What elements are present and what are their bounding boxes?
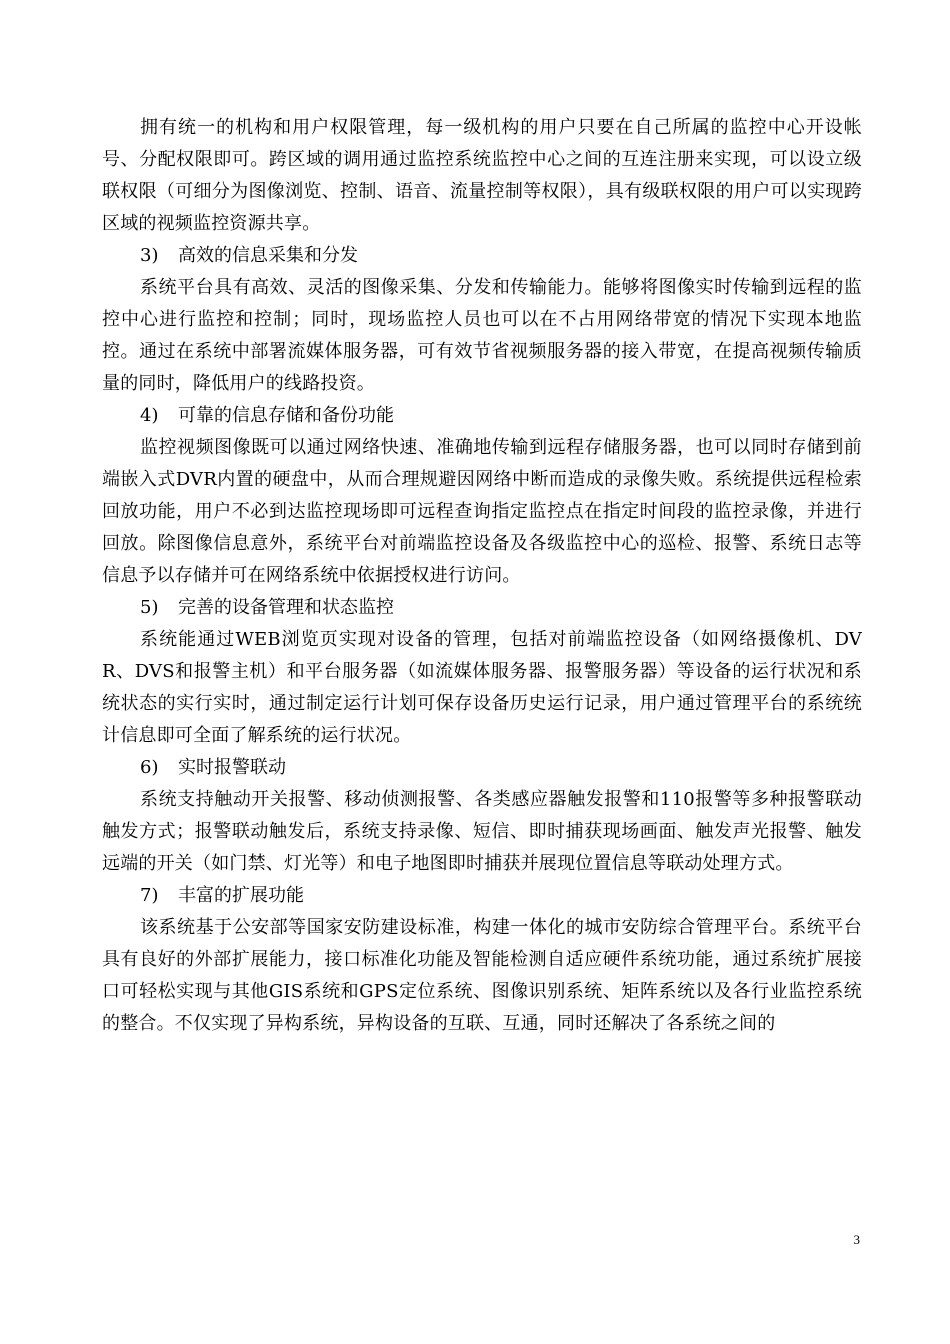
heading-4-number: 4) xyxy=(140,405,159,426)
heading-6-text: 实时报警联动 xyxy=(178,757,286,778)
heading-5 xyxy=(102,592,862,624)
paragraph-device-management: 系统能通过WEB浏览页实现对设备的管理，包括对前端监控设备（如网络摄像机、DVR、DVS和报警主机）和平台服务器（如流媒体服务器、报警服务器）等设备的运行状况和系统状态的实行实时，通过制定运行计划可保存设备历史运行记录，用户通过管理平台的系统统计信息即可全面了解系统的运行状况。 xyxy=(102,629,862,746)
paragraph-alarm: 系统支持触动开关报警、移动侦测报警、各类感应器触发报警和110报警等多种报警联动触发方式；报警联动触发后，系统支持录像、短信、即时捕获现场画面、触发声光报警、触发远端的开关（如门禁、灯光等）和电子地图即时捕获并展现位置信息等联动处理方式。 xyxy=(102,789,862,874)
heading-7 xyxy=(102,880,862,912)
heading-6 xyxy=(102,752,862,784)
paragraph-storage: 监控视频图像既可以通过网络快速、准确地传输到远程存储服务器，也可以同时存储到前端嵌入式DVR内置的硬盘中，从而合理规避因网络中断而造成的录像失败。系统提供远程检索回放功能，用户不必到达监控现场即可远程查询指定监控点在指定时间段的监控录像，并进行回放。除图像信息意外，系统平台对前端监控设备及各级监控中心的巡检、报警、系统日志等信息予以存储并可在网络系统中依据授权进行访问。 xyxy=(102,437,862,586)
heading-5-text: 完善的设备管理和状态监控 xyxy=(178,597,394,618)
heading-3 xyxy=(102,240,862,272)
heading-7-number: 7) xyxy=(140,885,159,906)
page-content xyxy=(102,112,862,1040)
heading-3-text: 高效的信息采集和分发 xyxy=(178,245,358,266)
heading-7-text: 丰富的扩展功能 xyxy=(178,885,304,906)
heading-5-number: 5) xyxy=(140,597,159,618)
paragraph-collection: 系统平台具有高效、灵活的图像采集、分发和传输能力。能够将图像实时传输到远程的监控中心进行监控和控制；同时，现场监控人员也可以在不占用网络带宽的情况下实现本地监控。通过在系统中部署流媒体服务器，可有效节省视频服务器的接入带宽，在提高视频传输质量的同时，降低用户的线路投资。 xyxy=(102,277,862,394)
paragraph-permissions: 拥有统一的机构和用户权限管理，每一级机构的用户只要在自己所属的监控中心开设帐号、分配权限即可。跨区域的调用通过监控系统监控中心之间的互连注册来实现，可以设立级联权限（可细分为图像浏览、控制、语音、流量控制等权限），具有级联权限的用户可以实现跨区域的视频监控资源共享。 xyxy=(102,117,862,234)
heading-4-text: 可靠的信息存储和备份功能 xyxy=(178,405,394,426)
heading-4 xyxy=(102,400,862,432)
heading-6-number: 6) xyxy=(140,757,159,778)
page-number: 3 xyxy=(853,1232,860,1247)
paragraph-extension: 该系统基于公安部等国家安防建设标准，构建一体化的城市安防综合管理平台。系统平台具有良好的外部扩展能力，接口标准化功能及智能检测自适应硬件系统功能，通过系统扩展接口可轻松实现与其他GIS系统和GPS定位系统、图像识别系统、矩阵系统以及各行业监控系统的整合。不仅实现了异构系统，异构设备的互联、互通，同时还解决了各系统之间的 xyxy=(102,917,862,1034)
heading-3-number: 3) xyxy=(140,245,159,266)
